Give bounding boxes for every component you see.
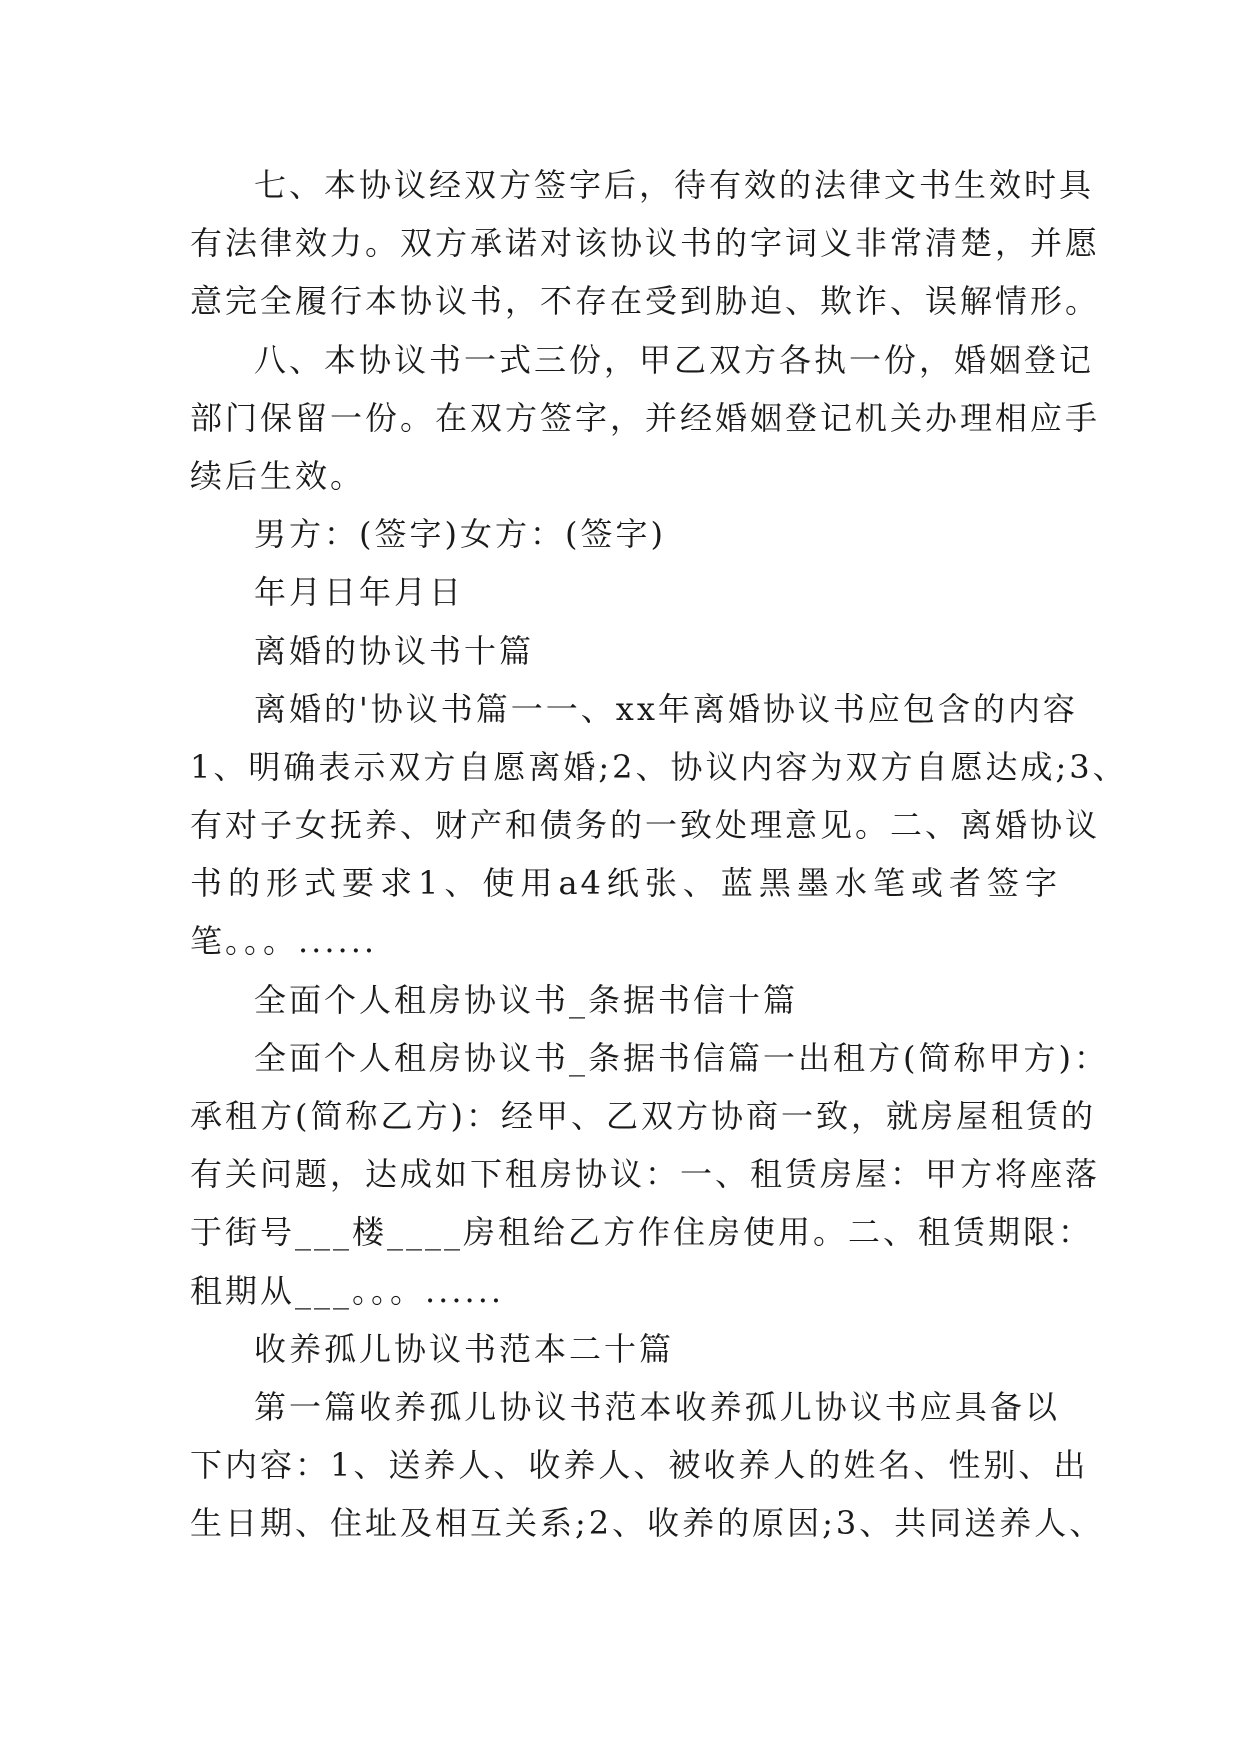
signature-line: 男方：(签字)女方：(签字) [254,515,666,554]
rental-paragraph-line-5: 租期从___。。。...... [190,1271,505,1310]
divorce-paragraph-line-4: 书的形式要求1、使用a4纸张、蓝黑墨水笔或者签字 [190,864,1060,903]
rental-paragraph-line-1: 全面个人租房协议书_条据书信篇一出租方(简称甲方)： [254,1038,1109,1077]
divorce-paragraph-line-1: 离婚的'协议书篇一一、xx年离婚协议书应包含的内容 [254,689,1078,728]
divorce-paragraph-line-2: 1、明确表示双方自愿离婚;2、协议内容为双方自愿达成;3、 [190,747,1128,786]
adoption-paragraph-line-2: 下内容：1、送养人、收养人、被收养人的姓名、性别、出 [190,1446,1089,1485]
section-title-adoption: 收养孤儿协议书范本二十篇 [254,1329,675,1368]
paragraph-8-line-2: 部门保留一份。在双方签字，并经婚姻登记机关办理相应手 [190,398,1101,437]
paragraph-7-line-2: 有法律效力。双方承诺对该协议书的字词义非常清楚，并愿 [190,224,1101,263]
divorce-paragraph-line-5: 笔。。。...... [190,922,378,961]
document-body [190,156,1128,1553]
paragraph-8-line-1: 八、本协议书一式三份，甲乙双方各执一份，婚姻登记 [254,340,1095,379]
paragraph-8-line-3: 续后生效。 [190,456,366,495]
section-title-divorce: 离婚的协议书十篇 [254,631,535,670]
date-line: 年月日年月日 [254,573,465,612]
paragraph-7-line-1: 七、本协议经双方签字后，待有效的法律文书生效时具 [254,166,1095,204]
paragraph-7-line-3: 意完全履行本协议书，不存在受到胁迫、欺诈、误解情形。 [190,282,1101,321]
section-title-rental: 全面个人租房协议书_条据书信十篇 [254,980,799,1019]
rental-paragraph-line-3: 有关问题，达成如下租房协议：一、租赁房屋：甲方将座落 [190,1155,1101,1194]
rental-paragraph-line-4: 于街号___楼____房租给乙方作住房使用。二、租赁期限： [190,1213,1094,1252]
adoption-paragraph-line-1: 第一篇收养孤儿协议书范本收养孤儿协议书应具备以 [254,1387,1060,1426]
divorce-paragraph-line-3: 有对子女抚养、财产和债务的一致处理意见。二、离婚协议 [190,806,1101,845]
adoption-paragraph-line-3: 生日期、住址及相互关系;2、收养的原因;3、共同送养人、 [190,1504,1105,1543]
rental-paragraph-line-2: 承租方(简称乙方)：经甲、乙双方协商一致，就房屋租赁的 [190,1097,1096,1135]
